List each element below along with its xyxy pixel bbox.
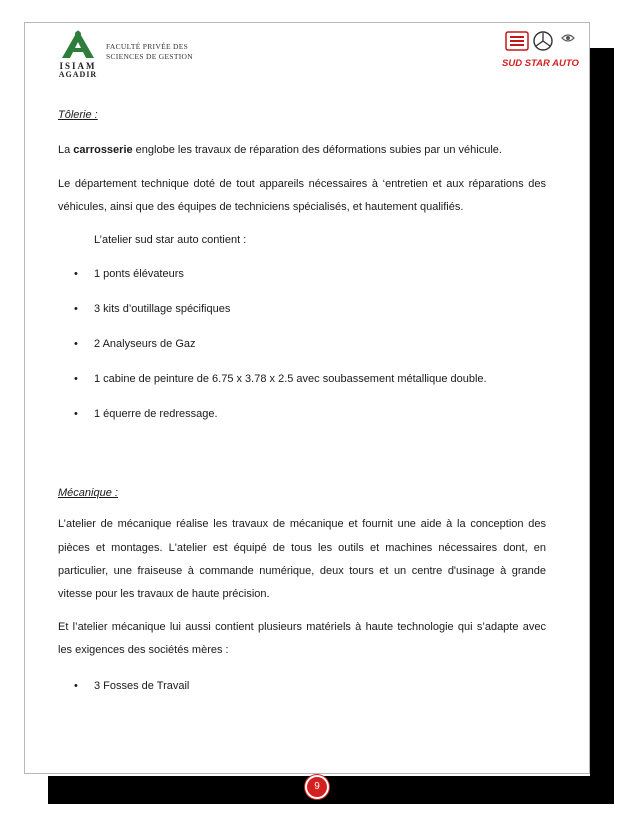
bullet-icon: •: [74, 680, 78, 692]
seat-logo-icon: [506, 32, 528, 50]
section-title-tolerie: Tôlerie :: [58, 109, 98, 121]
list-item-text: 1 cabine de peinture de 6.75 x 3.78 x 2.5 avec soubassement métallique double.: [94, 373, 487, 385]
bold-term: carrosserie: [73, 144, 133, 156]
text-span: La: [58, 144, 74, 156]
logo-agadir-text: AGADIR: [58, 70, 98, 79]
bullet-icon: •: [74, 338, 78, 350]
mecanique-paragraph-1-line-1: L’atelier de mécanique réalise les travaux de mécanique et fournit une aide à la conception des: [58, 518, 546, 530]
atelier-intro: L’atelier sud star auto contient :: [94, 234, 247, 246]
bullet-icon: •: [74, 408, 78, 420]
mitsubishi-logo-icon: [562, 35, 574, 41]
bullet-icon: •: [74, 303, 78, 315]
bullet-icon: •: [74, 373, 78, 385]
sud-star-auto-logo: [502, 26, 582, 76]
list-item-text: 1 équerre de redressage.: [94, 408, 218, 420]
tolerie-paragraph-2-line-1: Le département technique doté de tout appareils nécessaires à ‘entretien et aux réparations des: [58, 178, 546, 190]
car-brand-icons: [502, 26, 582, 56]
logo-line-1: FACULTÉ PRIVÉE DES: [106, 42, 189, 51]
mecanique-paragraph-1-line-4: vitesse pour les travaux de haute précision.: [58, 588, 270, 600]
tolerie-paragraph-2-line-2: véhicules, ainsi que des équipes de techniciens spécialisés, et hautement qualifiés.: [58, 201, 464, 213]
list-item-text: 3 Fosses de Travail: [94, 680, 190, 692]
brand-name: SUD STAR AUTO: [502, 58, 579, 69]
mecanique-paragraph-2-line-1: Et l’atelier mécanique lui aussi contient plusieurs matériels à haute technologie qui s’adapte avec: [58, 621, 546, 633]
section-title-mecanique: Mécanique :: [58, 487, 118, 499]
page-shadow-right: [590, 48, 614, 804]
mecanique-paragraph-2-line-2: les exigences des sociétés mères :: [58, 644, 229, 656]
document-page: [24, 22, 590, 774]
logo-line-2: SCIENCES DE GESTION: [106, 52, 193, 61]
logo-isiam-text: ISIAM: [59, 61, 97, 71]
isiam-logo: [56, 28, 216, 80]
list-item-text: 1 ponts élévateurs: [94, 268, 184, 280]
text-span: englobe les travaux de réparation des déformations subies par un véhicule.: [132, 144, 502, 156]
page-number-badge: 9: [305, 775, 329, 799]
list-item-text: 3 kits d’outillage spécifiques: [94, 303, 231, 315]
mercedes-logo-icon: [534, 32, 552, 50]
list-item-text: 2 Analyseurs de Gaz: [94, 338, 196, 350]
bullet-icon: •: [74, 268, 78, 280]
mecanique-paragraph-1-line-2: pièces et montages. L'atelier est équipé de tous les outils et machines nécessaires dont, en: [58, 542, 546, 554]
tolerie-paragraph-1: [58, 143, 502, 157]
page-shadow-bottom: [48, 776, 614, 804]
mecanique-paragraph-1-line-3: particulier, une fraiseuse à commande numérique, deux tours et un centre d'usinage à grande: [58, 565, 546, 577]
